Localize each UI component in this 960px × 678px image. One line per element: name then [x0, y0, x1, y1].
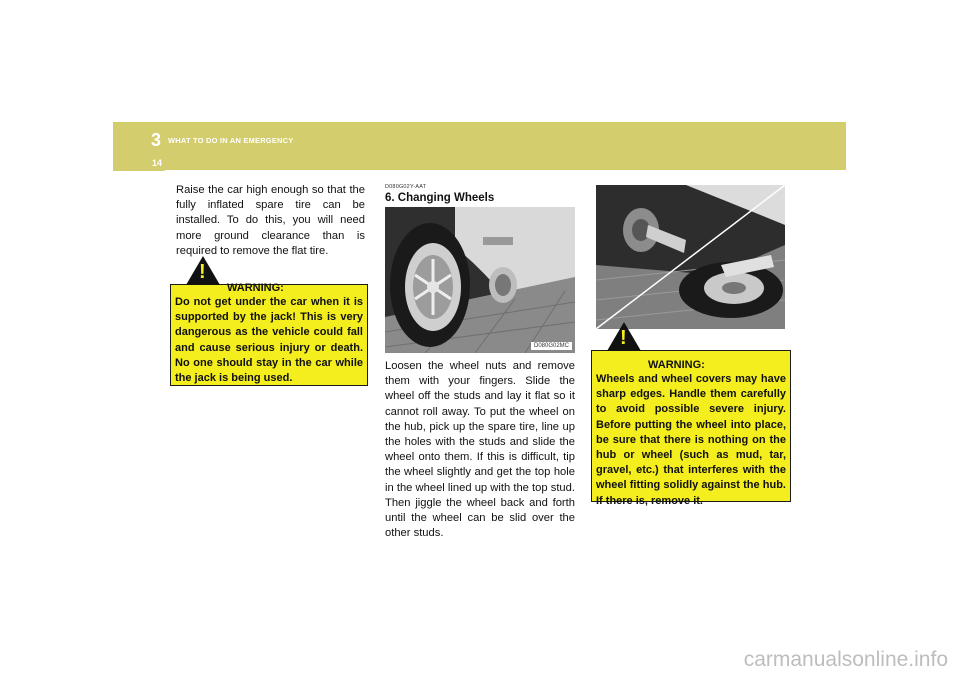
- figure-changing-wheel: [385, 207, 575, 353]
- wheel-removal-illustration: [596, 185, 785, 329]
- wheel-illustration: [385, 207, 575, 353]
- figure-label: D080G02MC: [531, 342, 572, 350]
- warning-body: Wheels and wheel covers may have sharp edges. Handle them carefully to avoid possible severe injury. Before putting the wheel into place, be sure that there is nothing on the hub or wheel (such as mud, tar, gravel, etc.) that interferes with the wheel fitting solidly against the hub. If there is, remove it.: [596, 373, 786, 507]
- left-paragraph: Raise the car high enough so that the fully inflated spare tire can be installed. To do this, you will need more ground clearance than is required to remove the flat tire.: [176, 184, 365, 257]
- middle-paragraph: Loosen the wheel nuts and remove them with your fingers. Slide the wheel off the studs and lay it flat so it cannot roll away. To put the wheel on the hub, pick up the spare tire, line up the holes with the studs and slide the wheel onto them. If this is difficult, tip the wheel slightly and get the top hole in the wheel lined up with the top stud. Then jiggle the wheel back and forth until the wheel can be slid over the other studs.: [385, 360, 575, 540]
- chapter-title: WHAT TO DO IN AN EMERGENCY: [168, 136, 294, 145]
- section-heading: 6. Changing Wheels: [385, 192, 495, 204]
- header-bar: [113, 122, 846, 170]
- chapter-number: 3: [151, 130, 162, 150]
- section-code: D080G02Y-AAT: [385, 184, 427, 190]
- page-tab: [113, 156, 171, 171]
- warning-triangle-icon: !: [607, 322, 641, 351]
- warning-box-left: [170, 261, 368, 386]
- warning-box-right: [591, 327, 791, 507]
- watermark: carmanualsonline.info: [743, 648, 948, 671]
- warning-triangle-icon: !: [186, 256, 220, 285]
- warning-title: WARNING:: [227, 282, 284, 294]
- warning-title: WARNING:: [648, 359, 705, 371]
- figure-wheel-removal: [596, 185, 785, 329]
- page-number: 14: [152, 158, 163, 168]
- warning-body: Do not get under the car when it is supported by the jack! This is very dangerous as the vehicle could fall and cause serious injury or death. No one should stay in the car while the jack is being used.: [175, 296, 363, 385]
